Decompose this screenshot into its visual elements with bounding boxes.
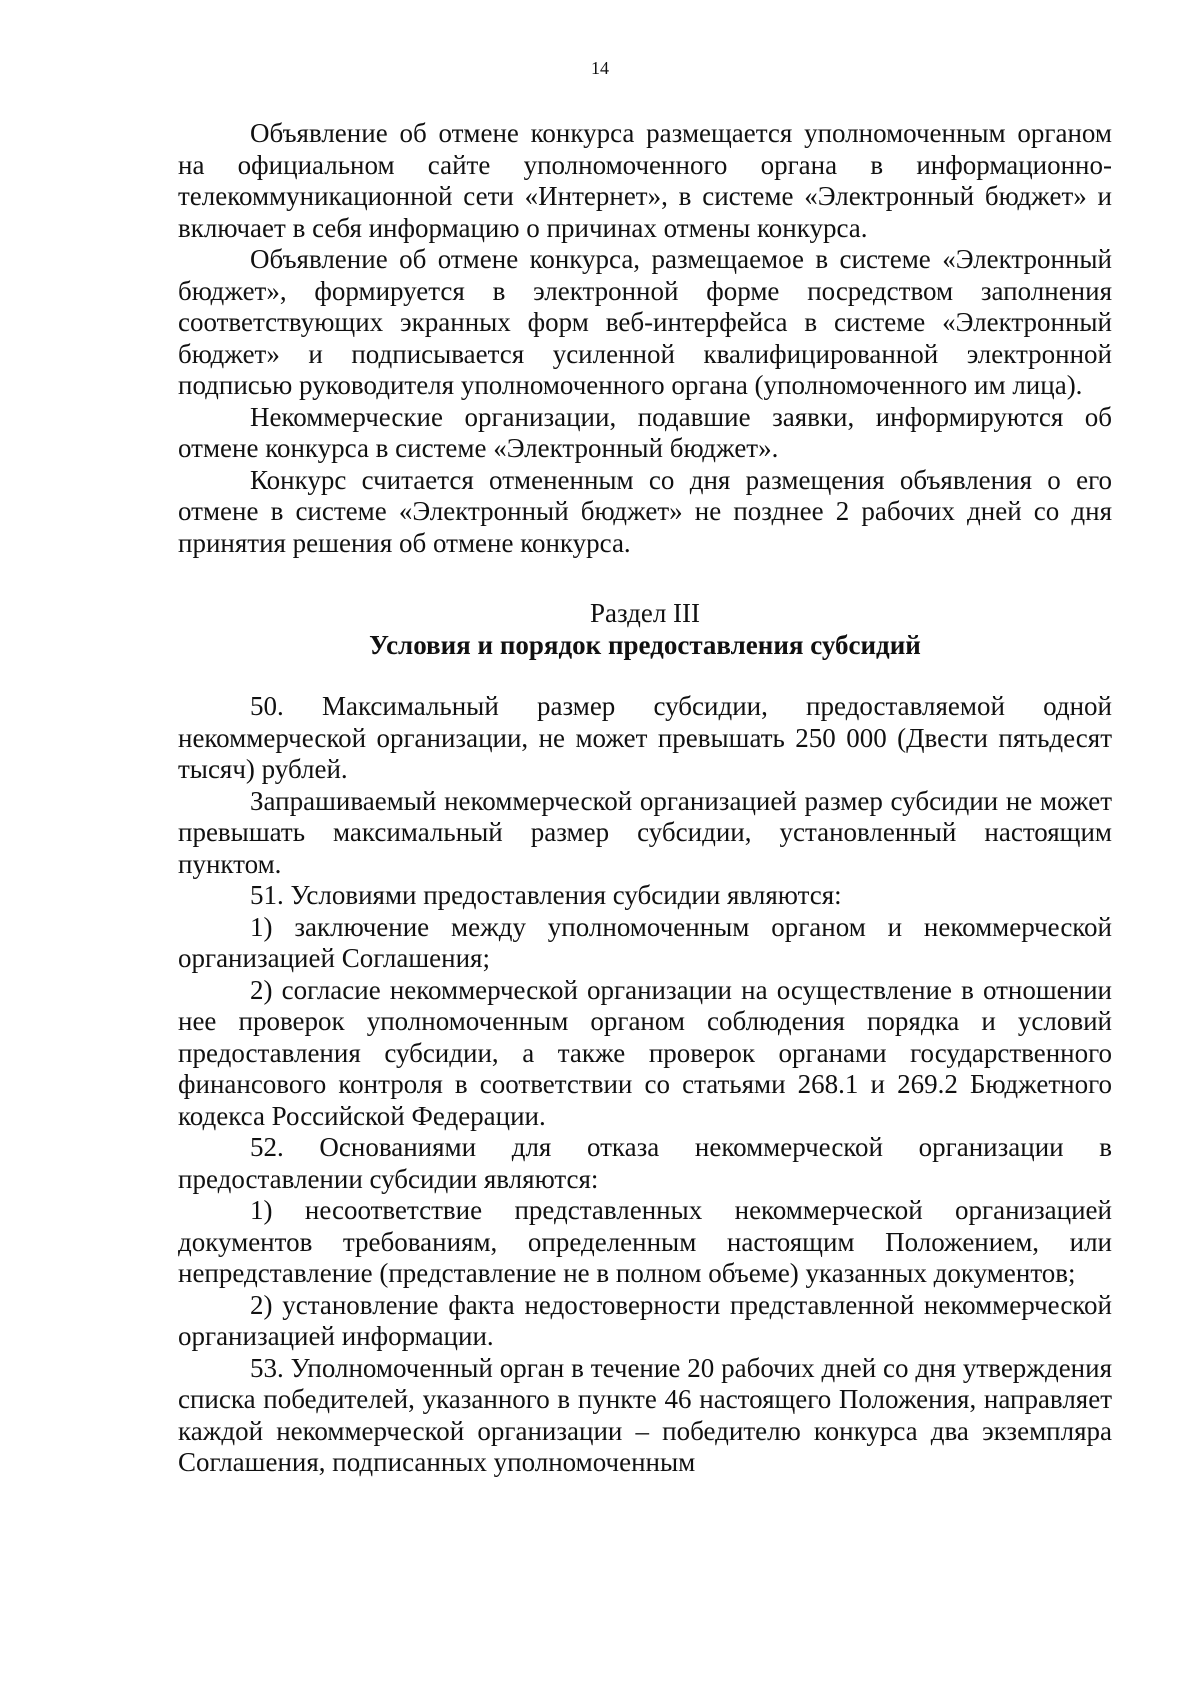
paragraph-electronic-form: Объявление об отмене конкурса, размещаемое в системе «Электронный бюджет», формируется в электронной форме посредством заполнения соответствующих экранных форм веб-интерфейса в системе «Электронный бюджет» и подписывается усиленной квалифицированной электронной подписью руководителя уполномоченного органа (уполномоченного им лица). [178,244,1112,400]
document-body [178,118,1112,1479]
section-title: Условия и порядок предоставления субсидий [369,630,921,660]
paragraph-cancellation-announcement: Объявление об отмене конкурса размещается уполномоченным органом на официальном сайте уполномоченного органа в информационно-телекоммуникационной сети «Интернет», в системе «Электронный бюджет» и включает в себя информацию о причинах отмены конкурса. [178,118,1112,243]
paragraph-item-52-2: 2) установление факта недостоверности представленной некоммерческой организацией информации. [178,1289,1112,1351]
paragraph-item-53: 53. Уполномоченный орган в течение 20 рабочих дней со дня утверждения списка победителей, указанного в пункте 46 настоящего Положения, направляет каждой некоммерческой организации – победителю конкурса два экземпляра Соглашения, подписанных уполномоченным [178,1352,1112,1477]
paragraph-item-51-2: 2) согласие некоммерческой организации на осуществление в отношении нее проверок уполномоченным органом соблюдения порядка и условий предоставления субсидии, а также проверок органами государственного финансового контроля в соответствии со статьями 268.1 и 269.2 Бюджетного кодекса Российской Федерации. [178,974,1112,1131]
paragraph-organizations-informed: Некоммерческие организации, подавшие заявки, информируются об отмене конкурса в системе «Электронный бюджет». [178,401,1112,463]
paragraph-item-52-1: 1) несоответствие представленных некоммерческой организацией документов требованиям, определенным настоящим Положением, или непредставление (представление не в полном объеме) указанных документов; [178,1195,1112,1288]
paragraph-cancellation-effective: Конкурс считается отмененным со дня размещения объявления о его отмене в системе «Электронный бюджет» не позднее 2 рабочих дней со дня принятия решения об отмене конкурса. [178,464,1112,558]
section-heading [178,597,1112,661]
paragraph-requested-amount: Запрашиваемый некоммерческой организацией размер субсидии не может превышать максимальный размер субсидии, установленный настоящим пунктом. [178,785,1112,879]
section-label: Раздел III [589,598,701,628]
paragraph-item-52: 52. Основаниями для отказа некоммерческой организации в предоставлении субсидии являются: [178,1132,1112,1194]
paragraph-item-51-1: 1) заключение между уполномоченным органом и некоммерческой организацией Соглашения; [178,911,1112,973]
paragraph-item-51: 51. Условиями предоставления субсидии являются: [250,880,842,910]
paragraph-item-50: 50. Максимальный размер субсидии, предоставляемой одной некоммерческой организации, не может превышать 250 000 (Двести пятьдесят тысяч) рублей. [178,691,1112,784]
page-number: 14 [591,58,609,78]
